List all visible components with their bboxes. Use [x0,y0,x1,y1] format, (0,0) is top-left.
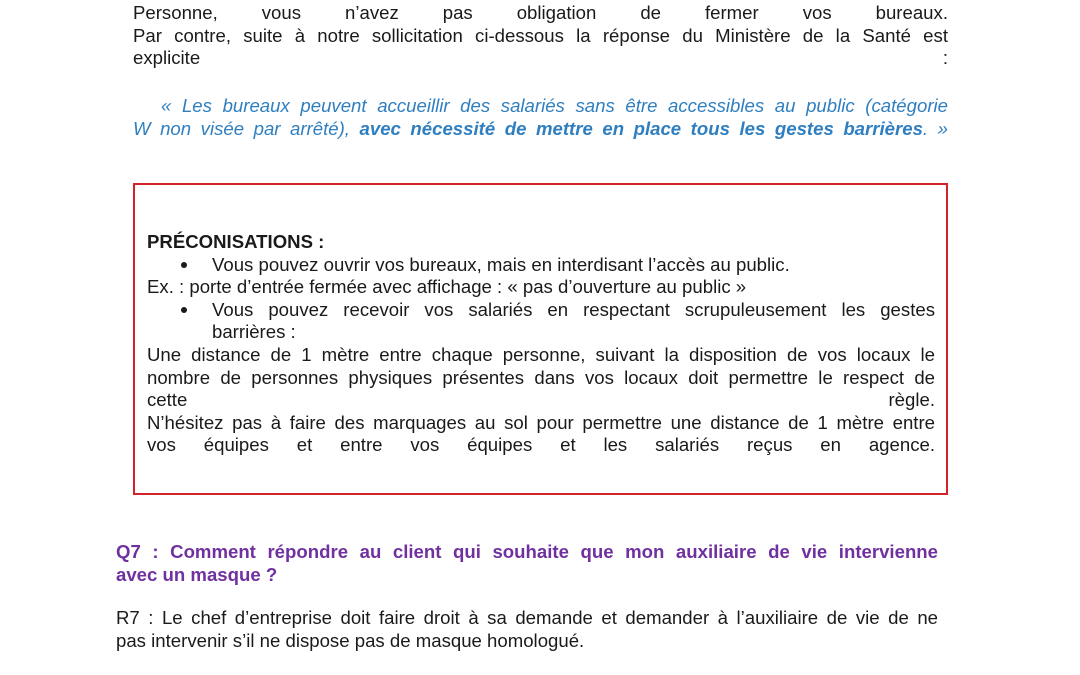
intro-word: bureaux. [875,2,948,23]
ministry-quote [133,95,948,140]
intro-paragraph [133,2,948,70]
intro-line-3 [133,47,948,70]
intro-line-1 [133,2,948,25]
quote-line-2-bold: avec nécessité de mettre en place tous les gestes barrières [359,117,923,139]
question-q7 [116,541,938,586]
distance-line-2: nombre de personnes physiques présentes dans vos locaux doit permettre le respect de [147,366,935,388]
distance-line-1: Une distance de 1 mètre entre chaque personne, suivant la disposition de vos locaux le [147,343,935,365]
markings-line-2: vos équipes et entre vos équipes et les salariés reçus en agence. [147,434,935,456]
intro-word: obligation [516,2,597,23]
q7-line-2: avec un masque ? [116,563,278,585]
r7-line-1: R7 : Le chef d’entreprise doit faire droit à sa demande et demander à l’auxiliaire de vie de ne [116,607,938,628]
distance-line-3-left: cette [147,389,188,411]
intro-line-3-left: explicite [133,47,201,69]
bullet-item-1 [147,254,935,277]
quote-line-2-start: W non visée par arrêté), [133,117,360,139]
example-line: Ex. : porte d’entrée fermée avec affichage : « pas d’ouverture au public » [147,276,747,298]
distance-line-3 [147,389,935,412]
recommendations-content [147,231,935,457]
r7-line-2: pas intervenir s’il ne dispose pas de masque homologué. [116,629,585,651]
bullet-icon [181,262,187,268]
intro-word: de [640,2,661,23]
quote-line-2 [133,118,948,141]
intro-word: pas [442,2,473,23]
bullet-item-2 [147,299,935,344]
distance-line-3-right: règle. [888,389,935,411]
quote-line-2-end: . » [922,117,948,139]
bullet-icon [181,307,187,313]
intro-word: Personne, [133,2,218,23]
answer-r7 [116,607,938,652]
intro-word: n’avez [345,2,399,23]
bullet-item-2-line-2: barrières : [212,321,296,343]
intro-word: fermer [704,2,759,23]
intro-word: vos [802,2,832,23]
intro-line-2: Par contre, suite à notre sollicitation ci-dessous la réponse du Ministère de la Santé est [133,24,948,46]
q7-line-1: Q7 : Comment répondre au client qui souhaite que mon auxiliaire de vie intervienne [116,541,938,562]
markings-line-1: N’hésitez pas à faire des marquages au sol pour permettre une distance de 1 mètre entre [147,411,935,433]
quote-line-1: « Les bureaux peuvent accueillir des salariés sans être accessibles au public (catégorie [161,95,948,116]
recommendations-title: PRÉCONISATIONS : [147,231,325,252]
intro-line-3-right: : [942,47,948,69]
intro-word: vous [261,2,302,23]
bullet-item-2-line-1: Vous pouvez recevoir vos salariés en respectant scrupuleusement les gestes [212,298,935,320]
bullet-item-1-text: Vous pouvez ouvrir vos bureaux, mais en interdisant l’accès au public. [212,253,790,275]
